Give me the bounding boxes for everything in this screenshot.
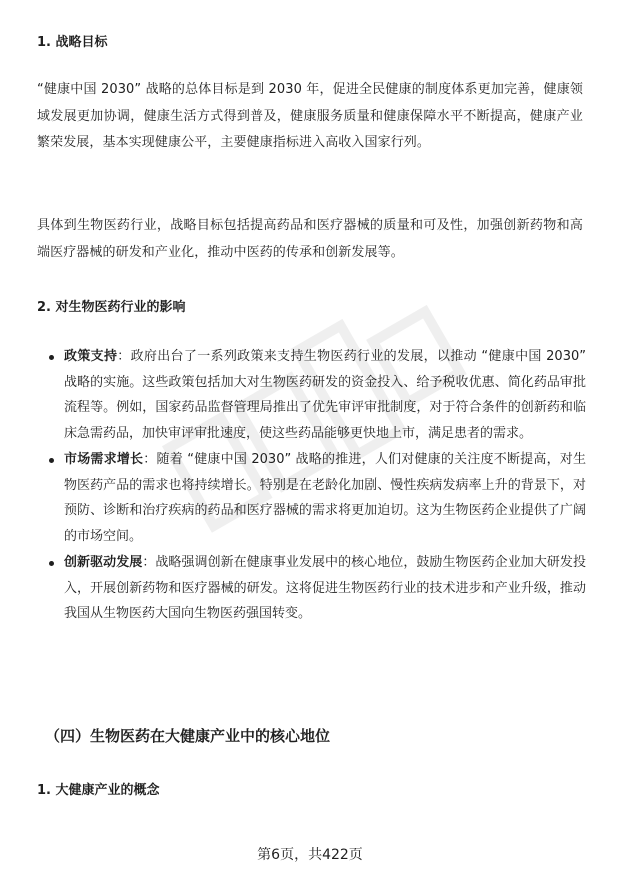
- bullet-policy-support: [46, 344, 586, 446]
- bullet-market-demand: [46, 447, 586, 549]
- section-heading-strategic-goal: 1. 战略目标: [37, 35, 108, 50]
- section-heading-core-position: （四）生物医药在大健康产业中的核心地位: [45, 727, 331, 745]
- section-heading-impact: 2. 对生物医药行业的影响: [37, 300, 186, 315]
- bullet-text: ：战略强调创新在健康事业发展中的核心地位，鼓励生物医药企业加大研发投入，开展创新药物和医疗器械的研发。这将促进生物医药行业的技术进步和产业升级，推动我国从生物医药大国向生物医药强国转变。: [64, 555, 586, 621]
- bullet-title: 创新驱动发展: [64, 555, 143, 570]
- bullet-text: ：随着 “健康中国 2030” 战略的推进，人们对健康的关注度不断提高，对生物医药产品的需求也将持续增长。特别是在老龄化加剧、慢性疾病发病率上升的背景下，对预防、诊断和治疗疾病的药品和医疗器械的需求将更加迫切。这为生物医药企业提供了广阔的市场空间。: [64, 452, 586, 544]
- bullet-dot-icon: [49, 561, 54, 566]
- page-number-footer: 第6页，共422页: [257, 847, 363, 863]
- bullet-dot-icon: [49, 458, 54, 463]
- section-heading-health-industry-concept: 1. 大健康产业的概念: [37, 783, 160, 798]
- bullet-innovation: [46, 550, 586, 627]
- paragraph-biomedical-goal: 具体到生物医药行业，战略目标包括提高药品和医疗器械的质量和可及性，加强创新药物和高端医疗器械的研发和产业化，推动中医药的传承和创新发展等。: [37, 218, 583, 260]
- impact-bullet-list: [46, 344, 586, 628]
- bullet-dot-icon: [49, 355, 54, 360]
- bullet-title: 市场需求增长: [64, 452, 144, 467]
- bullet-title: 政策支持: [64, 349, 118, 364]
- paragraph-overall-goal: “健康中国 2030” 战略的总体目标是到 2030 年，促进全民健康的制度体系更加完善，健康领域发展更加协调，健康生活方式得到普及，健康服务质量和健康保障水平不断提高，健康产业繁荣发展，基本实现健康公平，主要健康指标进入高收入国家行列。: [37, 82, 583, 150]
- bullet-text: ：政府出台了一系列政策来支持生物医药行业的发展，以推动 “健康中国 2030” 战略的实施。这些政策包括加大对生物医药研发的资金投入、给予税收优惠、简化药品审批流程等。例如，国家药品监督管理局推出了优先审评审批制度，对于符合条件的创新药和临床急需药品，加快审评审批速度，使这些药品能够更快地上市，满足患者的需求。: [64, 349, 586, 441]
